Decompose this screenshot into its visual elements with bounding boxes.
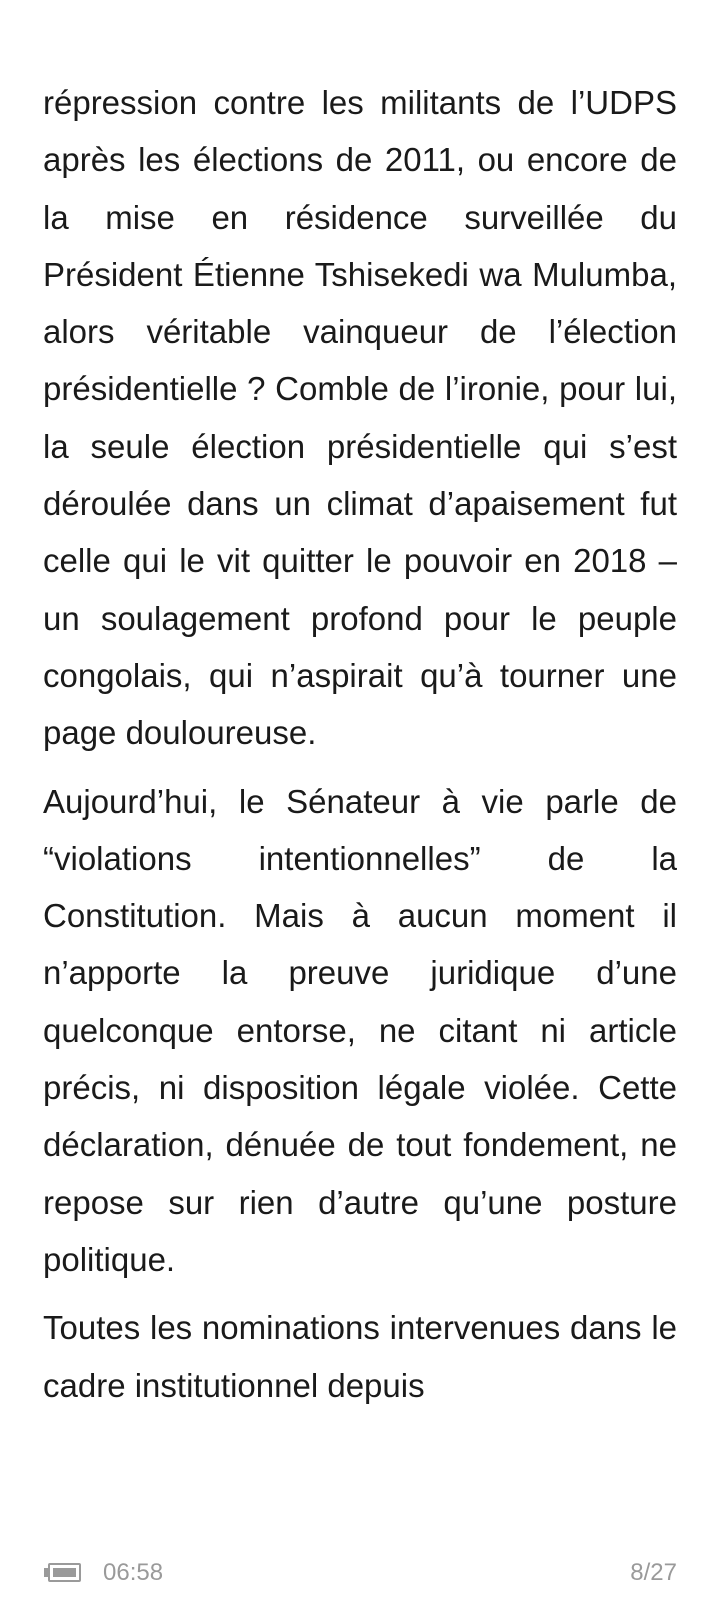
reader-page[interactable] (43, 74, 677, 1414)
text-paragraph: Toutes les nominations intervenues dans le cadre institutionnel depuis (43, 1309, 677, 1404)
page-indicator: 8/27 (630, 1559, 677, 1586)
clock-time: 06:58 (103, 1559, 164, 1586)
text-paragraph: répression contre les militants de l’UDPS après les élections de 2011, ou encore de la mise en résidence surveillée du Président Étienne Tshisekedi wa Mulumba, alors véritable vainqueur de l’élection présidentielle ? Comble de l’ironie, pour lui, la seule élection présidentielle qui s’est déroulée dans un climat d’apaisement fut celle qui le vit quitter le pouvoir en 2018 – un soulagement profond pour le peuple congolais, qui n’aspirait qu’à tourner une page douloureuse. (43, 84, 677, 752)
battery-icon (43, 1563, 83, 1582)
text-paragraph: Aujourd’hui, le Sénateur à vie parle de “violations intentionnelles” de la Constitution. Mais à aucun moment il n’apporte la preuve juridique d’une quelconque entorse, ne citant ni article précis, ni disposition légale violée. Cette déclaration, dénuée de tout fondement, ne repose sur rien d’autre qu’une posture politique. (43, 782, 677, 1278)
reader-status-bar (0, 1558, 720, 1588)
